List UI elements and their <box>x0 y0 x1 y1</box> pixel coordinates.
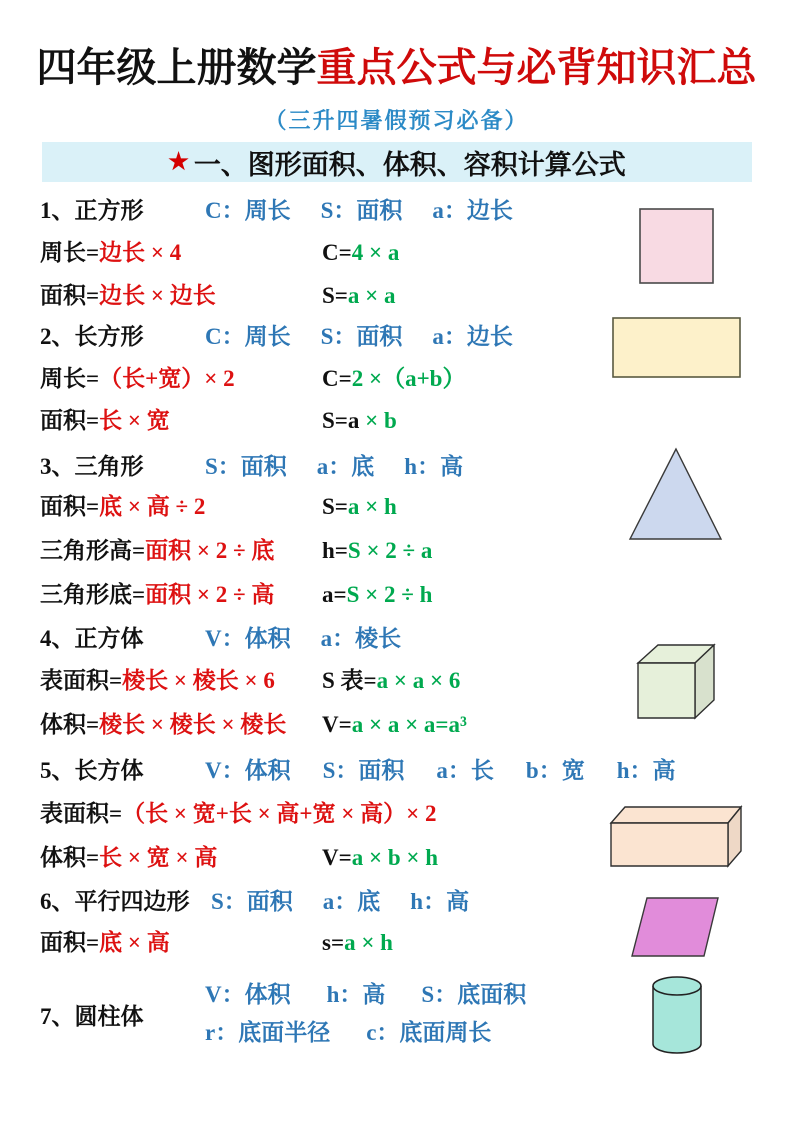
cube-shape-icon <box>634 641 718 723</box>
parallelogram-shape-icon <box>630 896 722 958</box>
legend-item: a：底 <box>322 889 381 914</box>
triangle-shape-icon <box>628 446 723 541</box>
formula-symbolic <box>322 364 465 394</box>
section-5-heading <box>40 756 754 786</box>
section-heading: 3、三角形 <box>40 454 144 479</box>
section-heading: 5、长方体 <box>40 758 144 783</box>
formula-symbolic <box>322 492 397 522</box>
formula-symbolic <box>322 710 467 740</box>
legend-item: a：边长 <box>432 198 513 223</box>
section-heading: 4、正方体 <box>40 626 144 651</box>
legend-item: C：周长 <box>205 198 291 223</box>
formula-line <box>40 281 754 311</box>
formula-label: 面积= <box>40 283 100 308</box>
page-title <box>0 36 793 93</box>
formula-label: 表面积= <box>40 801 123 826</box>
formula-lhs: a= <box>322 582 347 607</box>
legend-item: r：底面半径 <box>205 1020 331 1045</box>
cuboid-shape-icon <box>608 805 744 871</box>
legend-item: C：周长 <box>205 324 291 349</box>
legend-item: h：高 <box>616 758 676 783</box>
formula-symbolic <box>322 238 399 268</box>
formula-rhs: a × a × 6 <box>376 668 461 693</box>
formula-cn: 长 × 宽 <box>99 408 170 433</box>
formula-lhs: V= <box>322 845 352 870</box>
formula-line <box>40 406 754 436</box>
formula-lhs: S=a <box>322 408 360 433</box>
formula-lhs: C= <box>322 366 352 391</box>
formula-cn: 面积 × 2 ÷ 底 <box>145 538 275 563</box>
formula-label: 周长= <box>40 366 100 391</box>
section-legend <box>205 196 513 226</box>
page-title-black: 四年级上册数学 <box>36 45 317 90</box>
legend-item: b：宽 <box>525 758 585 783</box>
section-legend <box>205 624 401 654</box>
legend-item: c：底面周长 <box>366 1020 492 1045</box>
legend-item: a：棱长 <box>320 626 402 651</box>
formula-symbolic <box>322 536 432 566</box>
cylinder-shape-icon <box>651 976 705 1056</box>
legend-item: V：体积 <box>205 982 291 1007</box>
formula-label: 周长= <box>40 240 100 265</box>
section-header-bar <box>42 142 752 182</box>
section-header-title: 一、图形面积、体积、容积计算公式 <box>193 149 626 180</box>
formula-label: 体积= <box>40 712 100 737</box>
formula-lhs: h= <box>322 538 348 563</box>
formula-lhs: C= <box>322 240 352 265</box>
formula-cn: 底 × 高 <box>99 930 170 955</box>
square-shape-icon <box>639 208 714 284</box>
section-heading: 6、平行四边形 <box>40 889 190 914</box>
formula-cn: 面积 × 2 ÷ 高 <box>145 582 275 607</box>
section-legend <box>205 1018 491 1048</box>
formula-symbolic <box>322 580 432 610</box>
formula-label: 三角形底= <box>40 582 146 607</box>
formula-symbolic <box>322 843 438 873</box>
formula-cn: 底 × 高 ÷ 2 <box>99 494 206 519</box>
formula-symbolic <box>322 281 396 311</box>
formula-label: 体积= <box>40 845 100 870</box>
formula-rhs: a × a × a=a³ <box>351 712 467 737</box>
formula-cn: （长+宽）× 2 <box>99 366 235 391</box>
formula-lhs: S= <box>322 283 348 308</box>
formula-symbolic <box>322 406 397 436</box>
legend-item: a：边长 <box>432 324 513 349</box>
formula-rhs: 4 × a <box>351 240 400 265</box>
formula-rhs: × b <box>359 408 397 433</box>
section-heading: 7、圆柱体 <box>40 1004 144 1029</box>
section-heading: 2、长方形 <box>40 324 144 349</box>
legend-item: S：面积 <box>211 889 293 914</box>
legend-item: S：面积 <box>205 454 287 479</box>
formula-rhs: a × b × h <box>351 845 439 870</box>
formula-lhs: S= <box>322 494 348 519</box>
formula-cn: 棱长 × 棱长 × 棱长 <box>99 712 287 737</box>
section-legend <box>205 756 676 786</box>
formula-rhs: a × h <box>344 930 393 955</box>
legend-item: S：面积 <box>322 758 405 783</box>
formula-lhs: s= <box>322 930 345 955</box>
legend-item: a：长 <box>436 758 494 783</box>
section-legend <box>205 980 526 1010</box>
legend-item: h：高 <box>326 982 386 1007</box>
formula-line <box>40 580 754 610</box>
section-legend <box>205 452 463 482</box>
formula-cn: 边长 × 4 <box>99 240 182 265</box>
legend-item: h：高 <box>410 889 470 914</box>
legend-item: V：体积 <box>205 758 291 783</box>
formula-label: 表面积= <box>40 668 123 693</box>
page-subtitle: （三升四暑假预习必备） <box>264 108 529 133</box>
section-legend <box>211 887 469 917</box>
legend-item: h：高 <box>404 454 464 479</box>
legend-item: S：面积 <box>320 198 403 223</box>
legend-item: S：面积 <box>320 324 403 349</box>
formula-cn: （长 × 宽+长 × 高+宽 × 高）× 2 <box>122 801 437 826</box>
formula-label: 三角形高= <box>40 538 146 563</box>
formula-lhs: V= <box>322 712 352 737</box>
formula-label: 面积= <box>40 930 100 955</box>
formula-rhs: S × 2 ÷ h <box>346 582 433 607</box>
formula-rhs: a × a <box>347 283 396 308</box>
formula-cn: 棱长 × 棱长 × 6 <box>122 668 275 693</box>
formula-symbolic <box>322 666 460 696</box>
formula-lhs: S 表= <box>322 668 377 693</box>
formula-symbolic <box>322 928 393 958</box>
legend-item: a：底 <box>316 454 375 479</box>
star-icon: ★ <box>168 149 189 174</box>
formula-rhs: a × h <box>347 494 397 519</box>
legend-item: V：体积 <box>205 626 291 651</box>
formula-rhs: 2 ×（a+b） <box>351 366 466 391</box>
page-title-red: 重点公式与必背知识汇总 <box>316 45 757 90</box>
formula-cn: 长 × 宽 × 高 <box>99 845 218 870</box>
section-heading: 1、正方形 <box>40 198 144 223</box>
formula-cn: 边长 × 边长 <box>99 283 216 308</box>
formula-label: 面积= <box>40 408 100 433</box>
section-legend <box>205 322 513 352</box>
rectangle-shape-icon <box>612 317 741 378</box>
legend-item: S：底面积 <box>421 982 527 1007</box>
formula-rhs: S × 2 ÷ a <box>347 538 433 563</box>
formula-label: 面积= <box>40 494 100 519</box>
